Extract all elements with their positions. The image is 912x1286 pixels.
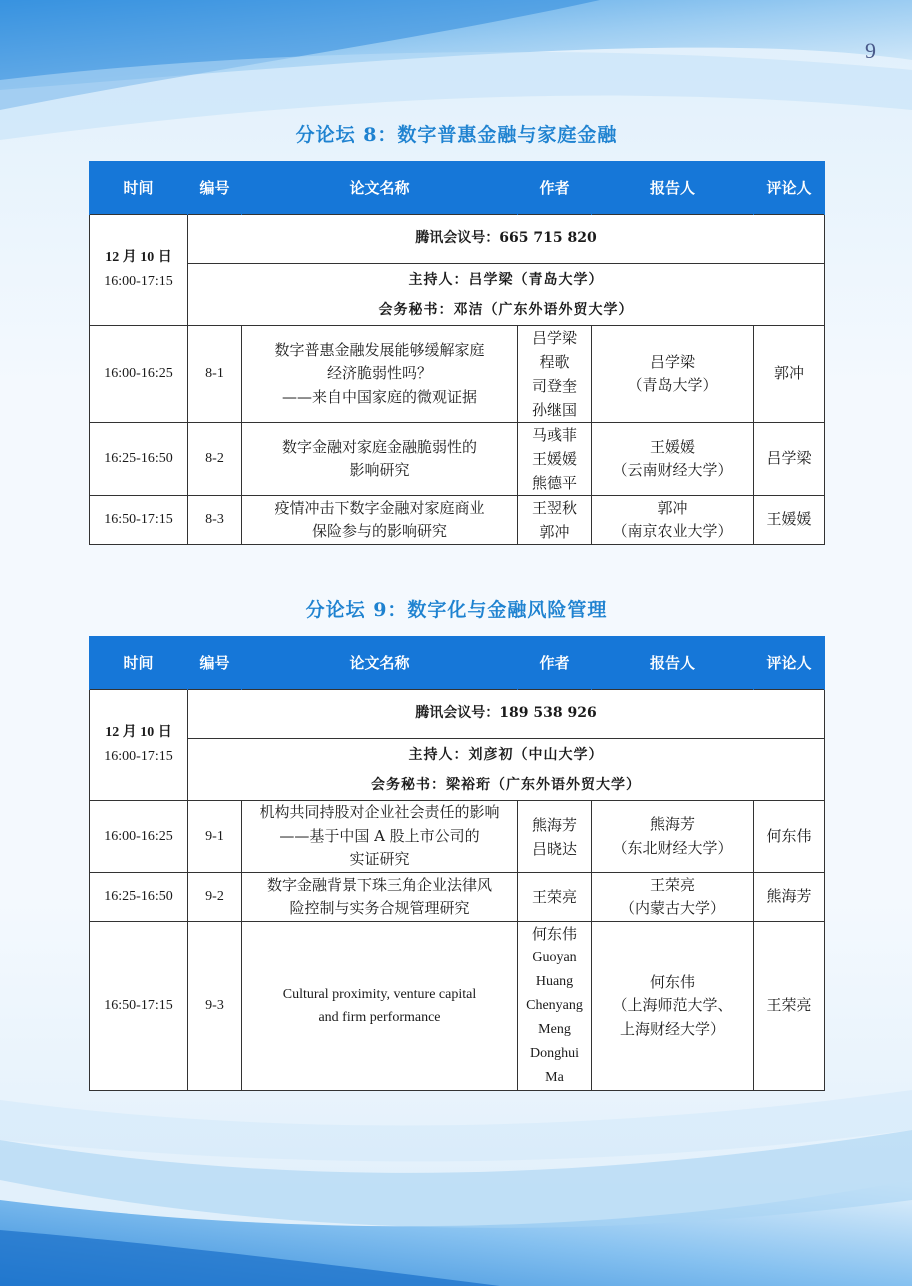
reporter-org: 上海财经大学） — [619, 1019, 725, 1038]
paper-reporter — [592, 801, 754, 873]
forum-9-section — [89, 596, 824, 1091]
host-name: 主持人：刘彦初（中山大学） — [408, 746, 604, 763]
paper-title-line: ——基于中国 A 股上市公司的 — [279, 826, 480, 845]
paper-title-line: 实证研究 — [349, 850, 410, 869]
reporter-name: 王媛媛 — [649, 437, 695, 456]
meeting-row — [90, 215, 825, 264]
paper-authors — [518, 496, 592, 545]
paper-authors — [518, 423, 592, 496]
host-name: 主持人：吕学梁（青岛大学） — [408, 271, 604, 288]
reporter-org: （云南财经大学） — [612, 461, 733, 479]
paper-title-line: 数字金融背景下珠三角企业法律风 — [266, 875, 492, 894]
page-number: 9 — [865, 38, 876, 63]
paper-authors — [518, 326, 592, 423]
session-date: 12 月 10 日 — [105, 725, 172, 740]
host-cell — [188, 264, 825, 326]
paper-reviewer: 熊海芳 — [754, 873, 825, 922]
session-time-range: 16:00-17:15 — [104, 749, 173, 764]
author-name: 郭冲 — [539, 523, 570, 541]
forum-8-title: 分论坛 8：数字普惠金融与家庭金融 — [295, 124, 618, 146]
author-name: Donghui — [530, 1046, 579, 1061]
column-header-reporter: 报告人 — [592, 636, 754, 690]
forum-8-schedule-table — [89, 161, 825, 545]
paper-reporter — [592, 873, 754, 922]
author-name: Chenyang — [526, 998, 583, 1013]
paper-reporter — [592, 496, 754, 545]
column-header-author: 作者 — [518, 161, 592, 215]
author-name: 何东伟 — [531, 925, 577, 943]
author-name: 马彧菲 — [531, 426, 577, 444]
paper-reviewer: 何东伟 — [754, 801, 825, 873]
paper-reporter — [592, 326, 754, 423]
paper-time: 16:00-16:25 — [90, 326, 188, 423]
reporter-name: 吕学梁 — [649, 352, 695, 371]
author-name: 王媛媛 — [531, 450, 577, 468]
paper-title-line: 数字金融对家庭金融脆弱性的 — [281, 437, 477, 456]
meeting-row — [90, 690, 825, 739]
forum-9-title: 分论坛 9：数字化与金融风险管理 — [305, 599, 608, 621]
author-name: 吕学梁 — [531, 329, 577, 347]
author-name: Huang — [535, 974, 574, 989]
paper-title-line: ——来自中国家庭的微观证据 — [281, 387, 477, 406]
paper-reviewer: 吕学梁 — [754, 423, 825, 496]
secretary-name: 会务秘书：梁裕珩（广东外语外贸大学） — [371, 776, 641, 793]
paper-title-line: 机构共同持股对企业社会责任的影响 — [259, 803, 500, 822]
session-date: 12 月 10 日 — [105, 250, 172, 265]
paper-title-line: 疫情冲击下数字金融对家庭商业 — [274, 498, 485, 517]
reporter-org: （南京农业大学） — [612, 522, 733, 540]
reporter-name: 王荣亮 — [649, 875, 695, 894]
reporter-org: （内蒙古大学） — [619, 899, 725, 917]
reporter-name: 何东伟 — [649, 972, 695, 991]
paper-title-line: 影响研究 — [349, 461, 410, 479]
forum-8-section — [89, 121, 824, 545]
paper-title — [242, 922, 518, 1091]
table-row — [90, 423, 825, 496]
column-header-author: 作者 — [518, 636, 592, 690]
author-name: 孙继国 — [531, 401, 577, 419]
paper-code: 8-1 — [188, 326, 242, 423]
column-header-title: 论文名称 — [242, 161, 518, 215]
reporter-org: （东北财经大学） — [612, 838, 733, 857]
author-name: 熊德平 — [531, 474, 577, 492]
paper-title-line: 数字普惠金融发展能够缓解家庭 — [274, 340, 485, 359]
author-name: 王荣亮 — [531, 888, 577, 906]
column-header-reviewer: 评论人 — [754, 161, 825, 215]
table-row — [90, 801, 825, 873]
paper-title-line: 保险参与的影响研究 — [311, 522, 447, 540]
host-cell — [188, 739, 825, 801]
column-header-title: 论文名称 — [242, 636, 518, 690]
paper-code: 8-2 — [188, 423, 242, 496]
paper-reporter — [592, 922, 754, 1091]
paper-title — [242, 873, 518, 922]
paper-time: 16:00-16:25 — [90, 801, 188, 873]
paper-code: 9-1 — [188, 801, 242, 873]
paper-title — [242, 496, 518, 545]
table-header-row — [90, 636, 825, 690]
author-name: 熊海芳 — [531, 815, 577, 834]
column-header-reporter: 报告人 — [592, 161, 754, 215]
table-row — [90, 496, 825, 545]
paper-authors — [518, 873, 592, 922]
reporter-org: （青岛大学） — [627, 376, 718, 394]
paper-reviewer: 王荣亮 — [754, 922, 825, 1091]
paper-reporter — [592, 423, 754, 496]
column-header-code: 编号 — [188, 161, 242, 215]
author-name: 程歌 — [539, 353, 570, 371]
host-row — [90, 264, 825, 326]
session-date-cell — [90, 690, 188, 801]
host-row — [90, 739, 825, 801]
author-name: Guoyan — [532, 950, 577, 965]
table-row — [90, 326, 825, 423]
author-name: 司登奎 — [531, 377, 577, 395]
reporter-org: （上海师范大学、 — [612, 996, 733, 1015]
paper-authors — [518, 801, 592, 873]
secretary-name: 会务秘书：邓洁（广东外语外贸大学） — [378, 301, 634, 318]
paper-title-line: and firm performance — [318, 1010, 441, 1025]
paper-code: 9-2 — [188, 873, 242, 922]
paper-time: 16:25-16:50 — [90, 423, 188, 496]
paper-title-line: 经济脆弱性吗？ — [326, 364, 432, 383]
paper-code: 9-3 — [188, 922, 242, 1091]
column-header-time: 时间 — [90, 161, 188, 215]
author-name: 王翌秋 — [531, 499, 577, 517]
paper-title — [242, 326, 518, 423]
column-header-code: 编号 — [188, 636, 242, 690]
paper-time: 16:50-17:15 — [90, 496, 188, 545]
table-header-row — [90, 161, 825, 215]
session-date-cell — [90, 215, 188, 326]
session-time-range: 16:00-17:15 — [104, 274, 173, 289]
paper-title-line: 险控制与实务合规管理研究 — [289, 899, 470, 917]
paper-time: 16:50-17:15 — [90, 922, 188, 1091]
table-row — [90, 922, 825, 1091]
paper-title — [242, 801, 518, 873]
paper-time: 16:25-16:50 — [90, 873, 188, 922]
paper-reviewer: 王媛媛 — [754, 496, 825, 545]
meeting-id: 腾讯会议号：189 538 926 — [188, 690, 825, 739]
author-name: 吕晓达 — [531, 839, 577, 858]
meeting-id: 腾讯会议号：665 715 820 — [188, 215, 825, 264]
column-header-reviewer: 评论人 — [754, 636, 825, 690]
author-name: Ma — [545, 1070, 564, 1085]
paper-reviewer: 郭冲 — [754, 326, 825, 423]
column-header-time: 时间 — [90, 636, 188, 690]
forum-9-schedule-table — [89, 636, 825, 1091]
table-row — [90, 873, 825, 922]
reporter-name: 郭冲 — [657, 498, 688, 517]
paper-title-line: Cultural proximity, venture capital — [282, 986, 477, 1002]
paper-authors — [518, 922, 592, 1091]
author-name: Meng — [538, 1022, 571, 1037]
paper-code: 8-3 — [188, 496, 242, 545]
reporter-name: 熊海芳 — [649, 815, 695, 833]
paper-title — [242, 423, 518, 496]
